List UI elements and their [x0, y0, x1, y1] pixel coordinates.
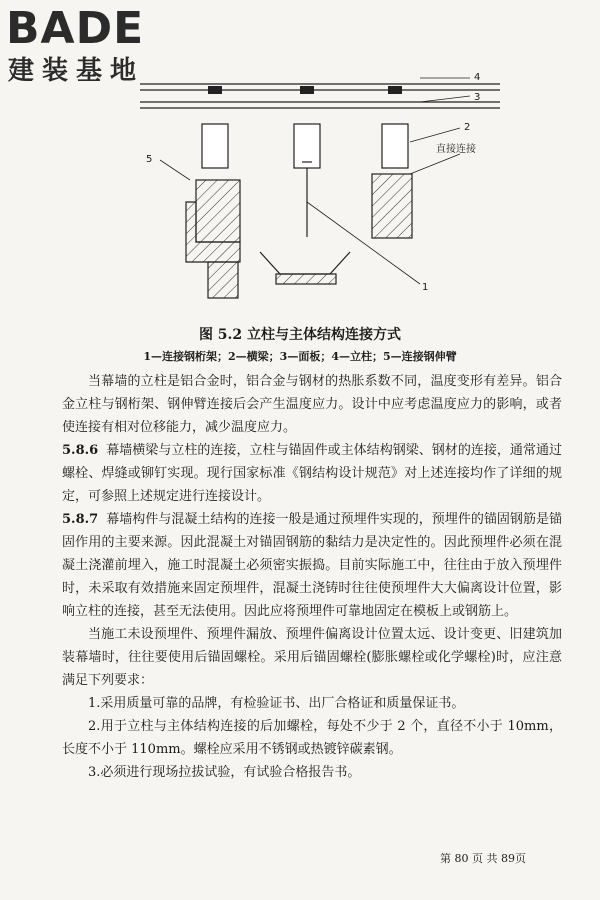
- label-3: 3: [474, 92, 481, 103]
- paragraph: 当施工未设预埋件、预埋件漏放、预埋件偏离设计位置太远、设计变更、旧建筑加装幕墙时，往往要使用后锚固螺栓。采用后锚固螺栓(膨胀螺栓或化学螺栓)时，应注意满足下列要求：: [62, 627, 562, 688]
- panel-lines: [140, 84, 500, 108]
- figure-caption: 图 5.2 立柱与主体结构连接方式: [198, 327, 402, 343]
- right-concrete: [372, 174, 412, 238]
- paragraph-5-8-7: 5.8.7 幕墙构件与混凝土结构的连接一般是通过预埋件实现的，预埋件的锚固钢筋是锚固作用的主要来源。因此混凝土对锚固钢筋的黏结力是决定性的。因此预埋件必须在混凝土浇灌前埋入，施工时混凝土必须密实振捣。目前实际施工中，往往由于放入预埋件时，未采取有效措施来固定预埋件，混凝土浇铸时往往使预埋件大大偏离设计位置，影响立柱的连接，甚至无法使用。因此应将预埋件可靠地固定在模板上或钢筋上。: [62, 512, 562, 619]
- section-number: 5.8.6: [62, 443, 99, 458]
- page-number: 第 80 页 共 89页: [440, 852, 526, 865]
- list-item: 2.用于立柱与主体结构连接的后加螺栓，每处不少于 2 个，直径不小于 10mm，长度不小于 110mm。螺栓应采用不锈钢或热镀锌碳素钢。: [62, 719, 562, 757]
- logo-subtitle: 建装基地: [8, 56, 145, 86]
- logo-wordmark: BADE: [6, 3, 145, 54]
- connection-diagram: [120, 62, 540, 312]
- figure-legend: 1—连接钢桁架；2—横梁；3—面板；4—立柱；5—连接钢伸臂: [143, 350, 457, 363]
- list-item: 1.采用质量可靠的品牌，有检验证书、出厂合格证和质量保证书。: [88, 696, 465, 711]
- label-5: 5: [146, 154, 153, 165]
- direct-connection-label: 直接连接: [436, 144, 476, 155]
- list-item: 3.必须进行现场拉拔试验，有试验合格报告书。: [88, 765, 361, 780]
- paragraph-5-8-6: 5.8.6 幕墙横梁与立柱的连接，立柱与锚固件或主体结构钢梁、钢材的连接，通常通过螺栓、焊缝或铆钉实现。现行国家标准《钢结构设计规范》对上述连接均作了详细的规定，可参照上述规定进行连接设计。: [62, 443, 562, 504]
- label-2: 2: [464, 122, 471, 133]
- paragraph: 当幕墙的立柱是铝合金时，铝合金与钢材的热胀系数不同，温度变形有差异。铝合金立柱与钢桁架、钢伸臂连接后会产生温度应力。设计中应考虑温度应力的影响，或者使连接有相对位移能力，减少温度应力。: [62, 374, 562, 435]
- body-text: [62, 370, 562, 784]
- mullions: [202, 124, 408, 168]
- label-4: 4: [474, 72, 481, 83]
- section-number: 5.8.7: [62, 512, 99, 527]
- left-concrete: [186, 180, 240, 298]
- label-1: 1: [422, 282, 429, 293]
